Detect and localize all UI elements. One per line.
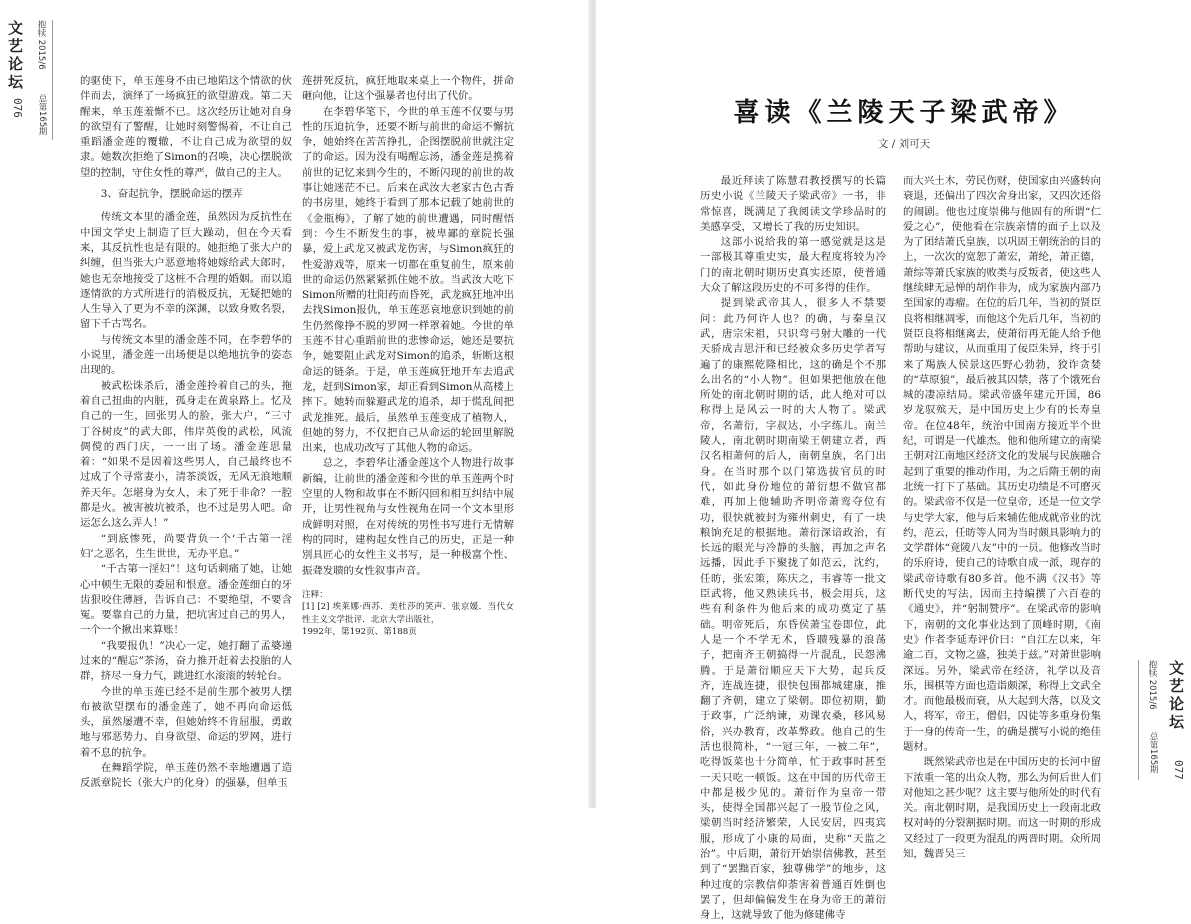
paragraph: “我要报仇！”决心一定，她打翻了孟婆递过来的“醒忘”茶汤，奋力推开赶着去投胎的人群，挤尽一身力气，跳进红水滚滚的转轮台。: [80, 639, 292, 683]
page-number: 077: [1172, 760, 1185, 780]
paragraph: 今世的单玉莲已经不是前生那个被男人摆布被欲望摆布的潘金莲了，她不再向命运低头，虽然屡遭不幸，但她始终不肯屈服，勇敢地与邪恶势力、自身欲望、命运的罗网，进行着不息的抗争。: [80, 685, 292, 759]
paragraph: 传统文本里的潘金莲，虽然因为反抗性在中国文学史上制造了巨大躁动，但在今天看来，其反抗性也是有限的。她拒绝了张大户的纠缠，但当张大户恶意地将她嫁给武大郎时，她也无奈地接受了这桩不合理的婚姻。而以追逐情欲的方式所进行的消极反抗，无疑把她的人生导入了更为不幸的深渊，以致身败名裂，留下千古骂名。: [80, 211, 292, 331]
article-title: 喜读《兰陵天子梁武帝》: [733, 98, 1075, 128]
page-number: 076: [11, 98, 24, 118]
magazine-label: 抱犊 2015/6: [1147, 660, 1157, 710]
right-column-2: [903, 174, 1101, 861]
footnote: 1992年，第192页、第188页: [302, 627, 417, 638]
notes-title: 注释：: [302, 589, 328, 600]
right-column-1: [700, 174, 886, 922]
section-label: 文艺论坛: [6, 20, 24, 92]
paragraph: “到底惨死，尚要背负一个‘千古第一淫妇’之恶名，生生世世，无办平息。”: [80, 532, 292, 560]
paragraph: 既然梁武帝也是在中国历史的长河中留下浓重一笔的出众人物，那么为何后世人们对他知之甚少呢？这主要与他所处的时代有关。南北朝时期，是我国历史上一段南北政权对峙的分裂割据时期。而这一时期的形成又经过了一段更为混乱的两晋时期。众所周知，魏晋吴三: [903, 756, 1101, 861]
paragraph: 莲拼死反抗，疯狂地取来桌上一个物件，拼命砸向他，让这个强暴者也付出了代价。: [302, 75, 514, 103]
section-label: 文艺论坛: [1167, 660, 1185, 732]
paragraph: 与传统文本里的潘金莲不同，在李碧华的小说里，潘金莲一出场便是以绝地抗争的姿态出现的。: [80, 333, 292, 377]
left-column-2: [302, 74, 514, 804]
left-page: [0, 0, 590, 808]
paragraph: “千古第一淫妇”！这句话刺痛了她，让她心中顿生无限的委屈和恨意。潘金莲细白的牙齿狠咬住薄唇，告诉自己：不要绝望，不要含冤。要靠自己的力量，把坑害过自己的男人，一个一个揪出来算账！: [80, 563, 292, 637]
paragraph: 在李碧华笔下，今世的单玉莲不仅要与男性的压迫抗争，还要不断与前世的命运不懈抗争，她始终在苦苦挣扎，企图摆脱前世就注定了的命运。因为没有喝醒忘汤，潘金莲是携着前世的记忆来到今生的，不断闪现的前世的故事让她迷茫不已。后来在武汝大老家古色古香的书房里，她终于看到了那本记载了她前世的《金瓶梅》，了解了她的前世遭遇，同时醒悟到：今生不断发生的事，被卑鄙的章院长强暴，爱上武龙又被武龙伤害，与Simon疯狂的性爱游戏等，原来一切都在重复前生，原来前世的命运仍然紧紧抓住她不放。当武汝大吃下Simon所赠的壮阳药而昏死，武龙疯狂地冲出去找Simon报仇，单玉莲恶哀地意识到她的前生仍然像挣不脱的罗网一样罩着她。今世的单玉莲不甘心重蹈前世的悲惨命运，她还是要抗争，她要阻止武龙对Simon的追杀，斩断这根命运的链条。于是，单玉莲疯狂地开车去追武龙，赶到Simon家，却正看到Simon从高楼上摔下。她转而躲避武龙的追杀，却于慌乱间把武龙推死。最后，虽然单玉莲变成了植物人，但她的努力，不仅把自己从命运的轮回里解脱出来，也成功改写了其他人物的命运。: [302, 105, 514, 455]
paragraph: 最近拜读了陈慧君教授撰写的长篇历史小说《兰陵天子梁武帝》一书，非常惊喜，既满足了我阅读文学珍品时的美感享受，又增长了我的历史知识。: [700, 175, 886, 233]
paragraph: 这部小说给我的第一感觉就是这是一部极其尊重史实，最大程度将较为冷门的南北朝时期历史真实还原，使普通大众了解这段历史的不可多得的佳作。: [700, 236, 886, 295]
paragraph: 被武松诛杀后，潘金莲拎着自己的头，拖着自己扭曲的内脏，孤身走在黄泉路上。忆及自己的一生，回张男人的脸，张大户，“三寸丁谷树皮”的武大郎，伟岸英俊的武松，风流倜傥的西门庆，一一出了场。潘金莲思量着：“如果不是因着这些男人，自己最终也不过成了个寻常妻小，清茶淡饭，无风无浪地顺养天年。怎堪身为女人，未了死于非命？一腔都是火。被害被坑被杀，也不过是男人吧。命运怎么这么弄人！”: [80, 379, 292, 530]
section-heading: 3、奋起抗争，摆脱命运的摆弄: [100, 188, 243, 201]
margin-rule: [52, 20, 53, 140]
footnotes: [302, 589, 514, 639]
issue-label: 总第165期: [37, 94, 47, 136]
margin-rule: [1138, 660, 1139, 780]
left-margin-strip: [0, 20, 70, 160]
paragraph: 提到梁武帝其人，很多人不禁要问：此乃何许人也？的确，与秦皇汉武，唐宗宋祖，只识弯弓射大雕的一代天骄成吉思汗和已经被众多历史学者写遍了的康熙乾隆相比，这的确是个不那么出名的“小人物”。但如果把他放在他所处的南北朝时期的话，此人绝对可以称得上是风云一时的大人物了。梁武帝，名萧衍，字叔达，小字练儿。南兰陵人，南北朝时期南梁王朝建立者，西汉名相萧何的后人，南朝皇族，名门出身。在当时那个以门第选拔官员的时代，如此身份地位的萧衍想不做官都难，再加上他辅助齐明帝萧鸾夺位有功，很快就被封为雍州刺史，有了一块粮饷充足的根据地。萧衍深谙政治，有长远的眼光与冷静的头脑，再加之声名远播，因此手下聚拢了如范云，沈约，任昉，张宏策，陈庆之，韦睿等一批文臣武将，他又熟读兵书，极会用兵，这些有利条件为他后来的成功奠定了基础。明帝死后，东昏侯萧宝卷即位，此人是一个不学无术，昏聩残暴的浪荡子，把南齐王朝搞得一片混乱，民怨沸腾。于是萧衍顺应天下大势，起兵反齐，连战连捷，很快包围都城建康，推翻了齐朝，建立了梁朝。即位初期，勤于政事，广泛纳谏，劝课农桑，移风易俗，兴办教育，改革弊政。他自己的生活也很简朴，“一冠三年，一被二年”，吃得饭菜也十分简单，忙于政事时甚至一天只吃一顿饭。这在中国的历代帝王中都是极少见的。萧衍作为皇帝一带头，使得全国都兴起了一股节俭之风，梁朝当时经济繁荣，人民安居，四夷宾服，形成了小康的局面，史称“天监之治”。中后期，萧衍开始崇信佛教，甚至到了“罢黜百家，独尊佛学”的地步，这种过度的宗教信仰荼害着普通百姓倒也罢了，但却偏偏发生在身为帝王的萧衍身上，这就导致了他为修建佛寺: [700, 297, 886, 922]
article-byline: 文 / 刘可天: [877, 138, 931, 150]
paragraph: 在舞蹈学院，单玉莲仍然不幸地遭遇了造反派章院长（张大户的化身）的强暴，但单玉: [80, 762, 292, 790]
magazine-label: 抱犊 2015/6: [36, 20, 46, 70]
right-margin-strip: [1121, 640, 1191, 800]
paragraph: 的驱使下，单玉莲身不由已地陷这个情欲的伙伴而去，演绎了一场疯狂的欲望游戏。第二天醒来，单玉莲羞惭不已。这次经历让她对自身的欲望有了警醒，让她时刻警惕着，不让自己重蹈潘金莲的覆辙，不让自己成为欲望的奴隶。她数次拒绝了Simon的召唤，决心摆脱欲望的控制，守住女性的尊严，做自己的主人。: [80, 75, 292, 179]
paragraph: 而大兴土木，劳民伤财，使国家由兴盛转向衰退，还偏出了四次舍身出家，又四次还俗的闹剧。他也过度崇佛与他固有的所谓“仁爱之心”，使他看在宗族亲情的面子上以及为了团结萧氏皇族，以巩固王朝统治的目的上，一次次的宽恕了萧宏，萧纶，萧正德，萧综等萧氏家族的败类与反叛者，使这些人继续肆无忌惮的胡作非为，成为家族内部乃至国家的毒瘤。在位的后几年，当初的贤臣良将相继凋零，而他这个先后几年，当初的贤臣良将相继离去，使萧衍再无能人给予他帮助与建议，从而重用了佞臣朱异，终于引来了羯族人侯景这匹野心勃勃，狡诈贪婪的“草原狼”，最后被其囚禁，落了个饿死台城的凄凉结局。梁武帝盛年建元开国，86岁龙驭殡天，是中国历史上少有的长寿皇帝。在位48年，统治中国南方接近半个世纪，可谓是一代雄杰。他和他所建立的南梁王朝对江南地区经济文化的发展与民族融合起到了重要的推动作用，为之后隋王朝的南北统一打下了基础。其历史功绩是不可磨灭的。梁武帝不仅是一位皇帝，还是一位文学与史学大家，他与后来辅佐他成就帝业的沈约，范云，任昉等人同为当时颇具影响力的文学群体“竟陵八友”中的一员。他修改当时的乐府诗，使自己的诗歌自成一派，现存的梁武帝诗歌有80多首。他不满《汉书》等断代史的写法，因而主持编撰了六百卷的《通史》，并“躬制赞序”。在梁武帝的影响下，南朝的文化事业达到了顶峰时期，《南史》作者李延寿评价曰：“自江左以来，年逾二百，文物之盛，独美于兹。”对萧世影响深远。另外，梁武帝在经济，礼学以及音乐，围棋等方面也造诣颇深，称得上文武全才。而他最极而衰，从大起到大落，以及文人，将军，帝王，僧侣，囚徒等多重身份集于一身的传奇一生，的确是撰写小说的绝佳题材。: [903, 175, 1101, 753]
paragraph: 总之，李碧华让潘金莲这个人物进行故事新编，让前世的潘金莲和今世的单玉莲两个时空里的人物和故事在不断闪回和相互纠结中展开，让男性视角与女性视角在同一个文本里形成鲜明对照，在对传统的男性书写进行无情解构的同时，建构起女性自己的历史，正是一种別具匠心的女性主义书写，是一种极富个性、振聋发聩的女性叙事声音。: [302, 457, 514, 577]
footnote: [1] [2] 埃莱娜·西苏．美杜莎的笑声．张京媛．当代女性主义文学批评．北京大学出版社，: [302, 602, 514, 625]
issue-label: 总第165期: [1148, 732, 1158, 774]
left-column-1: [80, 74, 292, 804]
